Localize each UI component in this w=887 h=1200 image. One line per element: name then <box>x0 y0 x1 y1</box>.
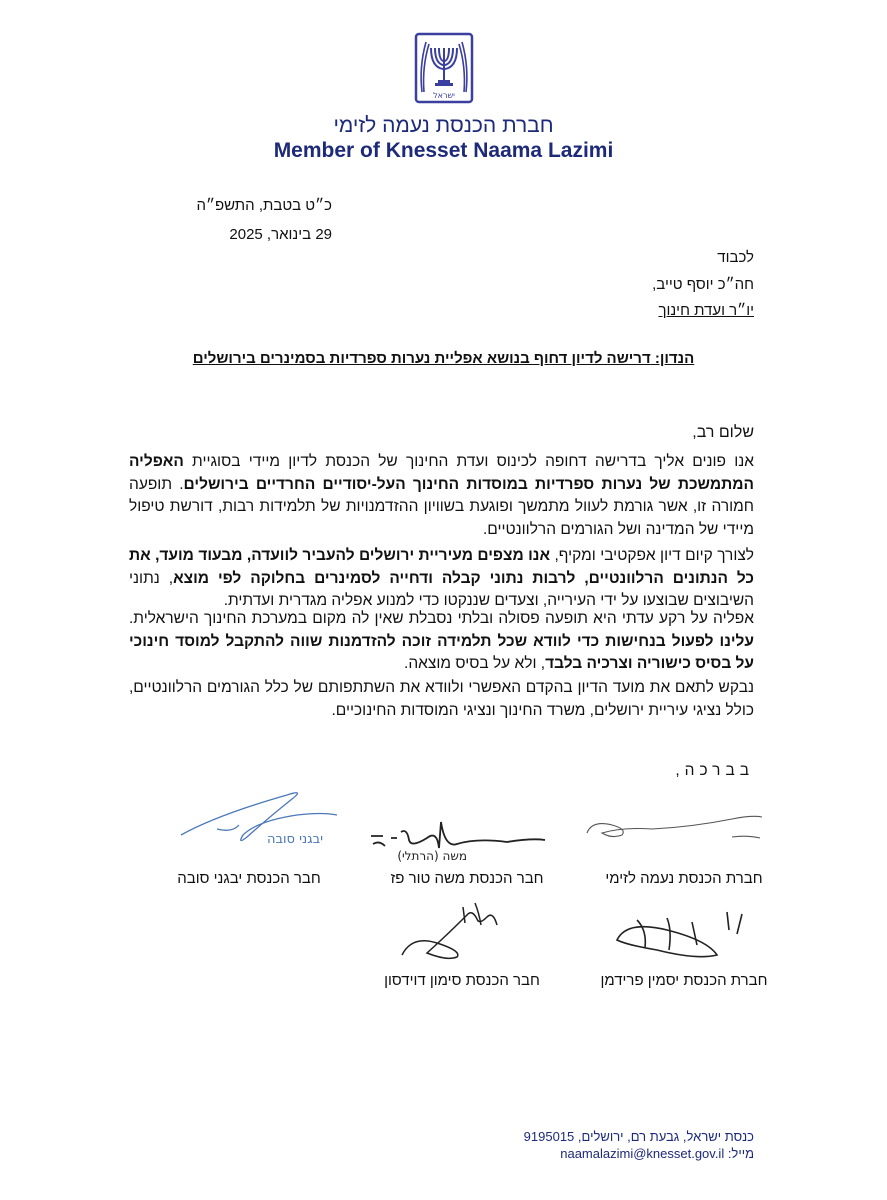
recipient-label: לכבוד <box>717 249 754 266</box>
footer-address: כנסת ישראל, גבעת רם, ירושלים, 9195015 <box>523 1129 754 1144</box>
signature-handwriting-sova: יבגני סובה <box>266 832 324 847</box>
p2-text-c: , נתוני השיבוצים שבוצעו על ידי העירייה, וצעדים שננקטו כדי למנוע אפליה מגדרית ועדתית. <box>129 569 754 609</box>
p1-text-a: אנו פונים אליך בדרישה דחופה לכינוס ועדת החינוך של הכנסת לדיון מיידי בסוגיית <box>183 453 754 470</box>
paragraph-2 <box>129 545 754 613</box>
footer-email-label: מייל: <box>724 1146 754 1161</box>
recipient-title: יו״ר ועדת חינוך <box>658 302 754 319</box>
footer-contact <box>524 1128 754 1162</box>
state-emblem-menorah-icon <box>414 32 474 104</box>
p3-bold: עלינו לפעול בנחישות כדי לוודא שכל תלמידה זוכה להזדמנות שווה להתקבל למוסד חינוכי על בסיס כישוריה וצרכיה בלבד <box>129 632 754 672</box>
date-gregorian: 29 בינואר, 2025 <box>229 226 332 243</box>
subject-text: דרישה לדיון דחוף בנושא אפליית נערות ספרדיות בסמינרים בירושלים <box>192 350 651 367</box>
subject-prefix: הנדון: <box>650 350 695 367</box>
footer-email-line <box>524 1145 754 1162</box>
paragraph-4: נבקש לתאם את מועד הדיון בהקדם האפשרי ולוודא את השתתפותם של כלל הגורמים הרלוונטיים, כולל נציגי עיריית ירושלים, משרד החינוך ונציגי המוסדות החינוכיים. <box>129 679 754 719</box>
p1-text-c: . תופעה חמורה זו, אשר גורמת לעוול מתמשך ופוגעת בשוויון ההזדמנויות של תלמידות רבות, דורשת טיפול מיידי של המדינה ושל הגורמים הרלוונטיים. <box>129 475 754 538</box>
recipient-name: חה״כ יוסף טייב, <box>652 276 754 293</box>
signatory-2-name: חבר הכנסת משה טור פז <box>390 870 544 887</box>
footer-email-link[interactable]: naamalazimi@knesset.gov.il <box>560 1146 725 1161</box>
signature-friedman <box>597 900 757 965</box>
signatory-4-name: חברת הכנסת יסמין פרידמן <box>600 972 768 989</box>
closing: בברכה, <box>675 762 754 779</box>
member-name-hebrew: חברת הכנסת נעמה לזימי <box>333 114 554 137</box>
paragraph-3 <box>129 608 754 676</box>
signature-handwriting-tur-paz: משה (הרתלי) <box>397 849 467 863</box>
signatory-1-name: חברת הכנסת נעמה לזימי <box>605 870 763 887</box>
signatory-3-name: חבר הכנסת יבגני סובה <box>177 870 321 887</box>
signature-tur-paz <box>367 818 557 868</box>
signature-lazimi <box>582 805 767 860</box>
p1-bold: האפליה המתמשכת של נערות ספרדיות במוסדות החינוך העל-יסודיים החרדיים בירושלים <box>129 453 754 493</box>
paragraph-1 <box>129 451 754 541</box>
p2-text-a: לצורך קיום דיון אפקטיבי ומקיף, <box>550 547 755 564</box>
signatory-5-name: חבר הכנסת סימון דוידסון <box>384 972 540 989</box>
p3-text-a: אפליה על רקע עדתי היא תופעה פסולה ובלתי נסבלת שאין לה מקום במערכת החינוך הישראלית. <box>129 610 754 627</box>
p3-text-c: , ולא על בסיס מוצאה. <box>404 655 546 672</box>
p2-bold: אנו מצפים מעיריית ירושלים להעביר לוועדה, מבעוד מועד, את כל הנתונים הרלוונטיים, לרבות נתוני קבלה ודחייה לסמינרים בחלוקה לפי מוצא <box>129 547 754 587</box>
signature-davidson <box>397 895 507 965</box>
subject-line <box>0 350 887 367</box>
signature-sova <box>177 785 347 855</box>
member-name-english: Member of Knesset Naama Lazimi <box>273 139 614 162</box>
date-hebrew: כ״ט בטבת, התשפ״ה <box>196 197 332 214</box>
emblem-caption: ישראל <box>433 91 455 100</box>
greeting: שלום רב, <box>692 424 754 441</box>
